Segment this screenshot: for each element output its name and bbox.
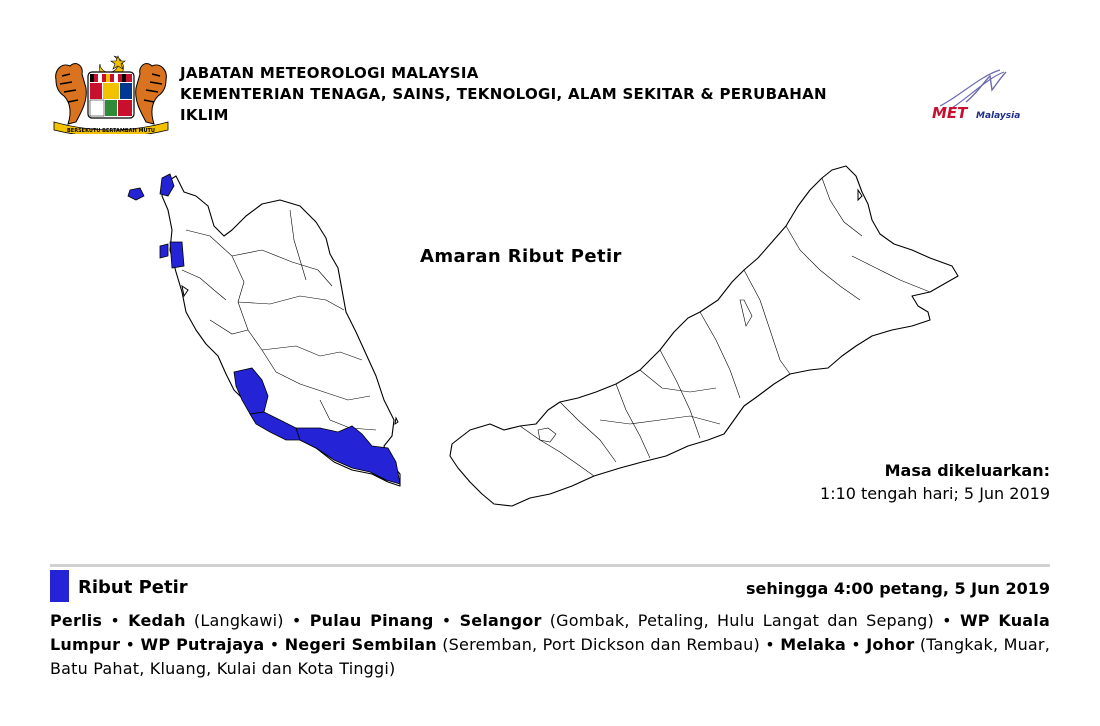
area-districts: (Seremban, Port Dickson dan Rembau): [436, 635, 760, 654]
area-districts: (Tangkak, Muar, Batu Pahat, Kluang, Kulai dan Kota Tinggi): [50, 635, 1050, 678]
area-state: Negeri Sembilan: [284, 635, 437, 654]
area-separator: •: [845, 635, 867, 654]
svg-text:BERSEKUTU BERTAMBAH MUTU: BERSEKUTU BERTAMBAH MUTU: [67, 128, 155, 134]
area-separator: •: [933, 611, 960, 630]
area-separator: •: [433, 611, 460, 630]
area-separator: •: [264, 635, 285, 654]
area-separator: •: [102, 611, 129, 630]
legend-swatch: [50, 570, 69, 602]
area-state: Johor: [866, 635, 915, 654]
issued-time: 1:10 tengah hari; 5 Jun 2019: [820, 484, 1050, 503]
area-state: WP Kuala Lumpur: [50, 611, 1050, 654]
area-districts: (Gombak, Petaling, Hulu Langat dan Sepang): [541, 611, 934, 630]
area-state: Melaka: [780, 635, 846, 654]
svg-text:Malaysia: Malaysia: [976, 111, 1021, 121]
area-state: Selangor: [459, 611, 542, 630]
org-line-3: IKLIM: [180, 106, 229, 124]
org-line-1: JABATAN METEOROLOGI MALAYSIA: [180, 64, 479, 82]
area-state: Pulau Pinang: [309, 611, 434, 630]
affected-areas-list: [50, 609, 1050, 681]
org-line-2: KEMENTERIAN TENAGA, SAINS, TEKNOLOGI, ALAM SEKITAR & PERUBAHAN: [180, 85, 827, 103]
divider: [50, 564, 1050, 567]
svg-text:MET: MET: [932, 104, 968, 122]
pulau-pinang-area: [170, 242, 184, 268]
area-state: WP Putrajaya: [140, 635, 265, 654]
valid-until: sehingga 4:00 petang, 5 Jun 2019: [745, 579, 1050, 598]
area-districts: (Langkawi): [185, 611, 284, 630]
legend-label: Ribut Petir: [78, 577, 188, 598]
area-state: Kedah: [128, 611, 186, 630]
east-malaysia: [450, 166, 958, 506]
area-state: Perlis: [50, 611, 103, 630]
area-separator: •: [283, 611, 310, 630]
langkawi-area: [128, 188, 144, 200]
area-separator: •: [759, 635, 781, 654]
issued-label: Masa dikeluarkan:: [884, 461, 1050, 480]
map-title: Amaran Ribut Petir: [420, 246, 622, 267]
pulau-pinang-island-area: [160, 244, 168, 258]
area-separator: •: [120, 635, 141, 654]
